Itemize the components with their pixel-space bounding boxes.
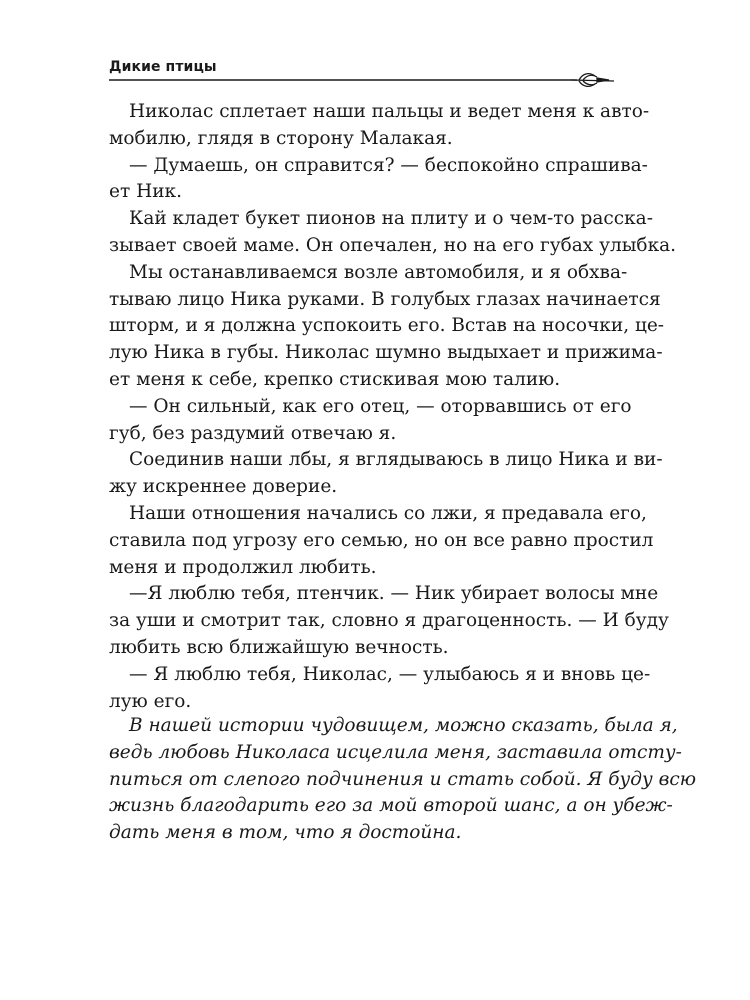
italic-line: питься от слепого подчинения и стать собой. Я буду всю bbox=[109, 768, 696, 790]
text-line: шторм, и я должна успокоить его. Встав на носочки, це- bbox=[109, 315, 665, 337]
italic-line: дать меня в том, что я достойна. bbox=[109, 822, 462, 844]
text-line: тываю лицо Ника руками. В голубых глазах начинается bbox=[109, 288, 661, 310]
text-line: Кай кладет букет пионов на плиту и о чем-то расска- bbox=[129, 208, 653, 230]
italic-line: жизнь благодарить его за мой второй шанс, а он убеж- bbox=[109, 795, 673, 817]
text-line: губ, без раздумий отвечаю я. bbox=[109, 422, 397, 444]
italic-line: ведь любовь Николаса исцелила меня, заставила отсту- bbox=[109, 741, 682, 763]
text-line: мобилю, глядя в сторону Малакая. bbox=[109, 127, 453, 149]
text-line: —Я люблю тебя, птенчик. — Ник убирает волосы мне bbox=[129, 583, 659, 605]
text-line: ставила под угрозу его семью, но он все равно простил bbox=[109, 529, 654, 551]
text-line: Мы останавливаемся возле автомобиля, и я обхва- bbox=[129, 261, 628, 283]
text-line: — Думаешь, он справится? — беспокойно спрашива- bbox=[129, 154, 648, 176]
text-line: Наши отношения начались со лжи, я предавала его, bbox=[129, 502, 647, 524]
text-line: меня и продолжил любить. bbox=[109, 556, 377, 578]
text-line: Николас сплетает наши пальцы и ведет меня к авто- bbox=[129, 101, 650, 122]
text-line: жу искреннее доверие. bbox=[109, 476, 338, 498]
text-line: ет меня к себе, крепко стискивая мою талию. bbox=[109, 368, 561, 390]
header-rule bbox=[109, 70, 614, 90]
text-line: — Он сильный, как его отец, — оторвавшись от его bbox=[129, 395, 632, 417]
text-line: Соединив наши лбы, я вглядываюсь в лицо Ника и ви- bbox=[129, 449, 663, 471]
body-text bbox=[109, 99, 677, 715]
italic-line: В нашей истории чудовищем, можно сказать, была я, bbox=[129, 715, 678, 736]
feather-quill-icon bbox=[571, 74, 614, 87]
text-line: лую его. bbox=[109, 690, 192, 712]
text-line: зывает своей маме. Он опечален, но на его губах улыбка. bbox=[109, 234, 677, 256]
text-line: лую Ника в губы. Николас шумно выдыхает и прижима- bbox=[109, 342, 663, 364]
running-head: Дикие птицы bbox=[109, 59, 217, 75]
epilogue-italic-text bbox=[109, 713, 696, 847]
text-line: любить всю ближайшую вечность. bbox=[109, 636, 449, 658]
text-line: ет Ник. bbox=[109, 181, 182, 203]
text-line: — Я люблю тебя, Николас, — улыбаюсь я и вновь це- bbox=[129, 663, 651, 685]
text-line: за уши и смотрит так, словно я драгоценность. — И буду bbox=[109, 610, 669, 632]
